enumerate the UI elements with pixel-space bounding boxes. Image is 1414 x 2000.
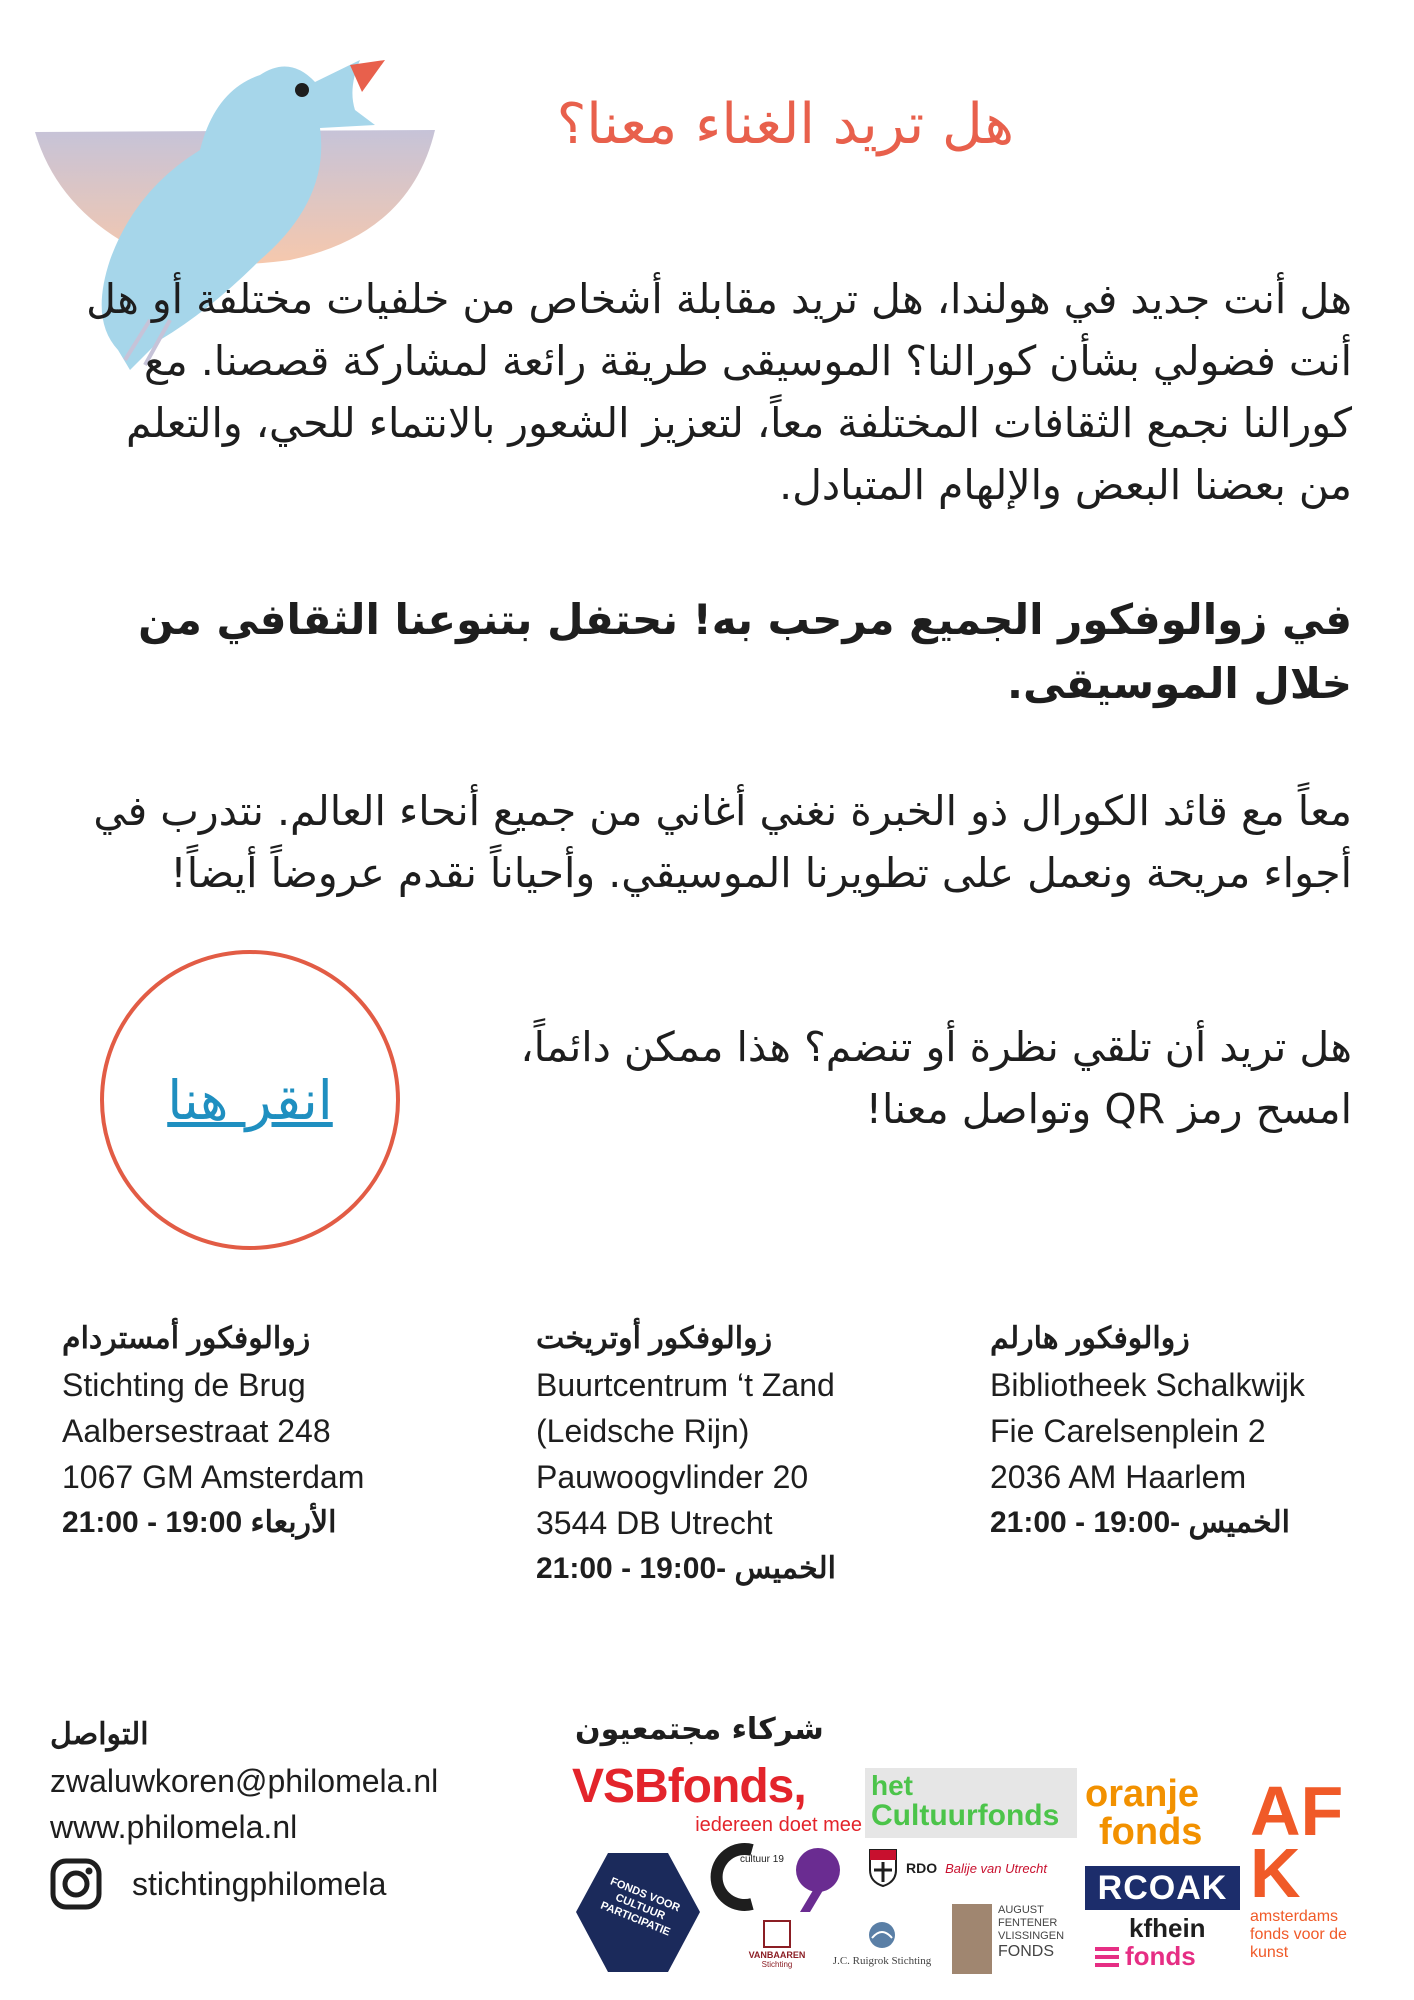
august-line: VLISSINGEN xyxy=(998,1930,1065,1942)
contact-heading: التواصل xyxy=(50,1718,149,1751)
location-time: الخميس -19:00 - 21:00 xyxy=(990,1506,1290,1539)
location-address-line: 1067 GM Amsterdam xyxy=(62,1459,365,1495)
kfhein-bars-icon xyxy=(1095,1944,1119,1968)
rdo-logo xyxy=(868,1848,1068,1888)
vanbaaren-logo xyxy=(742,1920,812,1980)
kfhein-logo xyxy=(1095,1914,1235,1978)
cultuurfonds-het: het xyxy=(871,1770,913,1801)
afk-mark: AFK xyxy=(1250,1772,1344,1912)
vsbfonds-wordmark: VSBfonds, xyxy=(572,1760,806,1813)
contact-email[interactable]: zwaluwkoren@philomela.nl xyxy=(50,1763,439,1799)
fcp-text: FONDS VOOR CULTUUR PARTICIPATIE xyxy=(598,1875,682,1939)
cultuurfonds-wordmark: Cultuurfonds xyxy=(871,1799,1060,1832)
august-line: FONDS xyxy=(998,1943,1054,1960)
kfhein-line2: fonds xyxy=(1125,1941,1196,1971)
rdo-label: RDO xyxy=(906,1860,938,1876)
location-address-line: Bibliotheek Schalkwijk xyxy=(990,1367,1305,1403)
location-address-line: Buurtcentrum ‘t Zand xyxy=(536,1367,835,1403)
bird-beak xyxy=(350,60,385,92)
location-address-line: 3544 DB Utrecht xyxy=(536,1505,773,1541)
ruigrok-name: J.C. Ruigrok Stichting xyxy=(832,1955,932,1967)
partners-heading: شركاء مجتمعيون xyxy=(575,1712,824,1747)
contact-website[interactable]: www.philomela.nl xyxy=(50,1809,298,1845)
august-line: FENTENER xyxy=(998,1917,1058,1929)
location-time: الأربعاء 19:00 - 21:00 xyxy=(62,1506,337,1539)
shield-icon xyxy=(868,1848,898,1888)
oranjefonds-line1: oranje xyxy=(1085,1773,1200,1815)
welcome-paragraph: في زوالوفكور الجميع مرحب به! نحتفل بتنوعنا الثقافي من خلال الموسيقى. xyxy=(138,595,1352,708)
rehearsal-paragraph: معاً مع قائد الكورال ذو الخبرة نغني أغاني من جميع أنحاء العالم. نتدرب في أجواء مريحة ونعمل على تطويرنا الموسيقي. وأحياناً نقدم عروضاً أيضاً! xyxy=(93,787,1352,897)
vsbfonds-logo xyxy=(572,1762,862,1842)
afk-logo xyxy=(1250,1772,1370,1970)
instagram-icon xyxy=(50,1858,102,1910)
cultuur19-mark xyxy=(710,1842,850,1912)
afk-text: amsterdams fonds voor de kunst xyxy=(1250,1908,1347,1961)
cultuur19-label: cultuur 19 xyxy=(740,1854,784,1865)
rdo-balije: Balije van Utrecht xyxy=(945,1860,1048,1876)
august-line: AUGUST xyxy=(998,1904,1044,1916)
location-name: زوالوفكور هارلم xyxy=(990,1322,1190,1355)
location-address-line: 2036 AM Haarlem xyxy=(990,1459,1247,1495)
location-name: زوالوفكور أوتريخت xyxy=(536,1322,773,1355)
instagram-row[interactable] xyxy=(50,1858,438,1910)
location-utrecht xyxy=(536,1316,836,1592)
bird-crest-icon xyxy=(864,1920,900,1950)
location-address-line: (Leidsche Rijn) xyxy=(536,1413,750,1449)
intro-paragraph: هل أنت جديد في هولندا، هل تريد مقابلة أشخاص من خلفيات مختلفة أو هل أنت فضولي بشأن كورالنا؟ الموسيقى طريقة رائعة لمشاركة قصصنا. مع كورالنا نجمع الثقافات المختلفة معاً، لتعزيز الشعور بالانتماء للحي، والتعلم من بعضنا البعض والإلهام المتبادل. xyxy=(86,275,1352,509)
ruigrok-logo xyxy=(812,1920,952,1980)
vsbfonds-tagline: iedereen doet mee xyxy=(695,1814,862,1836)
location-address-line: Fie Carelsenplein 2 xyxy=(990,1413,1266,1449)
location-haarlem xyxy=(990,1316,1305,1546)
location-name: زوالوفكور أمستردام xyxy=(62,1322,311,1355)
fonds-cultuurparticipatie-logo xyxy=(573,1850,703,1975)
instagram-handle: stichtingphilomela xyxy=(132,1866,387,1902)
vanbaaren-sub: Stichting xyxy=(761,1960,793,1969)
august-fentener-logo xyxy=(952,1904,1082,1980)
vanbaaren-name: VANBAAREN xyxy=(748,1950,806,1960)
kfhein-line1: kfhein xyxy=(1129,1913,1206,1943)
portrait-image xyxy=(952,1904,992,1974)
bird-eye xyxy=(295,83,309,97)
contact-section xyxy=(50,1712,438,1910)
cta-circle[interactable] xyxy=(100,950,400,1250)
page-title: هل تريد الغناء معنا؟ xyxy=(556,92,1014,157)
cultuurfonds-logo xyxy=(865,1768,1077,1838)
location-amsterdam xyxy=(62,1316,364,1546)
location-time: الخميس -19:00 - 21:00 xyxy=(536,1552,836,1585)
oranjefonds-line2: fonds xyxy=(1099,1811,1203,1853)
cta-link[interactable]: انقر هنا xyxy=(167,1068,333,1132)
join-paragraph: هل تريد أن تلقي نظرة أو تنضم؟ هذا ممكن دائماً، امسح رمز QR وتواصل معنا! xyxy=(520,1023,1352,1133)
oranjefonds-logo xyxy=(1085,1775,1245,1855)
cultuur19-logo xyxy=(710,1842,850,1912)
location-address-line: Pauwoogvlinder 20 xyxy=(536,1459,809,1495)
rcoak-logo: RCOAK xyxy=(1085,1866,1240,1910)
location-address-line: Aalbersestraat 248 xyxy=(62,1413,331,1449)
vanbaaren-mark xyxy=(763,1920,791,1948)
location-address-line: Stichting de Brug xyxy=(62,1367,306,1403)
